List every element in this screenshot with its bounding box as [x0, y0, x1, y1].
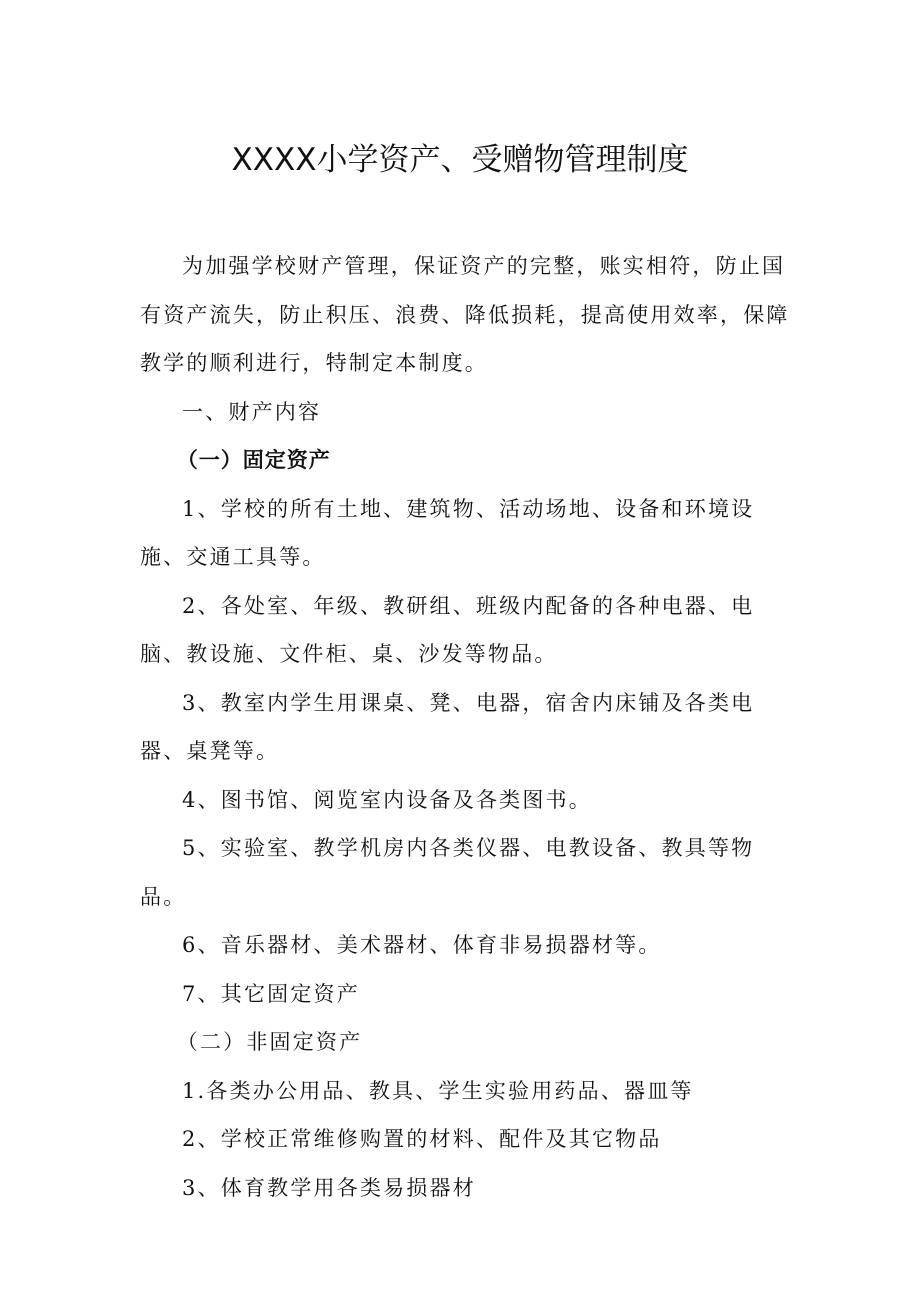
fixed-asset-item: 7、其它固定资产	[182, 981, 360, 1006]
fixed-asset-item: 3、教室内学生用课桌、凳、电器，宿舍内床铺及各类电器、桌凳等。	[140, 690, 755, 763]
document-body	[140, 242, 800, 1212]
subsection-heading-non-fixed-assets: （二）非固定资产	[176, 1030, 363, 1054]
section-heading-property-content: 一、财产内容	[182, 399, 322, 424]
fixed-asset-item: 4、图书馆、阅览室内设备及各类图书。	[182, 787, 592, 812]
fixed-asset-item: 5、实验室、教学机房内各类仪器、电教设备、教具等物品。	[140, 836, 755, 909]
fixed-asset-item: 1、学校的所有土地、建筑物、活动场地、设备和环境设施、交通工具等。	[140, 496, 755, 569]
document-title: XXXX小学资产、受赠物管理制度	[231, 142, 689, 178]
non-fixed-asset-item: 2、学校正常维修购置的材料、配件及其它物品	[182, 1127, 662, 1151]
fixed-asset-item: 6、音乐器材、美术器材、体育非易损器材等。	[182, 933, 662, 957]
intro-paragraph: 为加强学校财产管理，保证资产的完整，账实相符，防止国有资产流失，防止积压、浪费、降低损耗，提高使用效率，保障教学的顺利进行，特制定本制度。	[140, 254, 790, 375]
fixed-asset-item: 2、各处室、年级、教研组、班级内配备的各种电器、电脑、教设施、文件柜、桌、沙发等物品。	[140, 593, 755, 666]
non-fixed-asset-item: 3、体育教学用各类易损器材	[182, 1175, 476, 1200]
subsection-heading-fixed-assets: （一）固定资产	[176, 447, 331, 472]
non-fixed-asset-item: 1.各类办公用品、教具、学生实验用药品、器皿等	[182, 1078, 694, 1103]
